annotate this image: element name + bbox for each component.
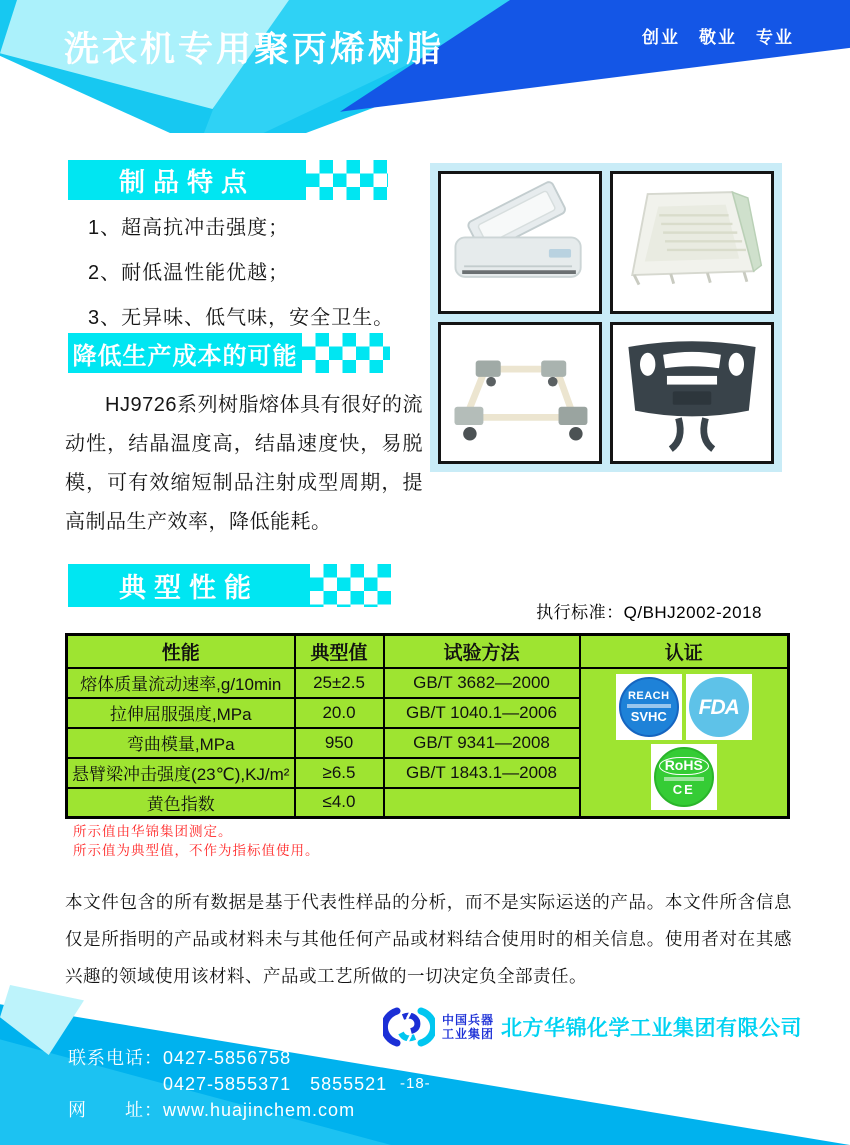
property-cell: 黄色指数 — [67, 788, 295, 818]
reach-badge-tile — [616, 674, 682, 740]
column-header-property: 性能 — [67, 635, 295, 668]
property-cell: 弯曲模量,MPa — [67, 728, 295, 758]
logo-org-text — [442, 1013, 494, 1041]
page-header — [0, 0, 850, 133]
column-header-method: 试验方法 — [384, 635, 580, 668]
performance-heading: 典型性能 — [68, 564, 310, 607]
method-cell: GB/T 9341—2008 — [384, 728, 580, 758]
measurement-notes — [73, 822, 320, 860]
property-cell: 拉伸屈服强度,MPa — [67, 698, 295, 728]
property-cell: 熔体质量流动速率,g/10min — [67, 668, 295, 698]
feature-item: 2、耐低温性能优越； — [88, 262, 290, 284]
reach-label: REACH — [627, 690, 670, 703]
note-line: 所示值为典型值，不作为指标值使用。 — [73, 843, 320, 858]
product-photo-refrigerator-drawer — [610, 171, 774, 314]
column-header-cert: 认证 — [580, 635, 789, 668]
features-list — [88, 206, 394, 341]
fda-icon: FDA — [689, 677, 749, 737]
property-cell: 悬臂梁冲击强度(23℃),KJ/m² — [67, 758, 295, 788]
rohs-label: RoHS — [659, 757, 709, 774]
checker-pattern — [306, 160, 388, 200]
column-header-value: 典型值 — [295, 635, 384, 668]
table-row — [67, 668, 789, 698]
disclaimer-paragraph: 本文件包含的所有数据是基于代表性样品的分析，而不是实际运送的产品。本文件所含信息仅是所指明的产品或材料未与其他任何产品或材料结合使用时的相关信息。使用者对在其感兴趣的领域使用该材料、产品或工艺所做的一切决定负全部责任。 — [65, 892, 792, 986]
company-logo-row — [383, 1003, 802, 1051]
checker-pattern — [310, 564, 391, 607]
certification-cell — [580, 668, 789, 818]
cost-paragraph: HJ9726系列树脂熔体具有很好的流动性，结晶温度高，结晶速度快，易脱模，可有效缩短制品注射成型周期，提高制品生产效率，降低能耗。 — [65, 394, 423, 533]
value-cell: ≥6.5 — [295, 758, 384, 788]
feature-item: 3、无异味、低气味，安全卫生。 — [88, 307, 395, 329]
product-photo-panel — [430, 163, 782, 472]
method-cell: GB/T 1843.1—2008 — [384, 758, 580, 788]
page-title: 洗衣机专用聚丙烯树脂 — [64, 30, 445, 69]
phone-line-2: 0427-5855371 5855521 — [163, 1074, 388, 1094]
method-cell: GB/T 3682—2000 — [384, 668, 580, 698]
features-section-banner — [68, 160, 388, 200]
value-cell: ≤4.0 — [295, 788, 384, 818]
ce-label: CE — [672, 781, 695, 797]
note-line: 所示值由华锦集团测定。 — [73, 824, 233, 839]
website-line: 网 址：www.huajinchem.com — [68, 1100, 356, 1120]
header-slogan: 创业 敬业 专业 — [642, 28, 794, 47]
value-cell: 950 — [295, 728, 384, 758]
svhc-label: SVHC — [630, 709, 667, 725]
page-number: -18- — [400, 1075, 431, 1092]
contact-info — [68, 1045, 387, 1123]
fda-badge-tile — [686, 674, 752, 740]
rohs-ce-icon — [654, 747, 714, 807]
product-photo-panel-frame — [610, 322, 774, 465]
cost-section-banner — [68, 333, 390, 373]
value-cell: 25±2.5 — [295, 668, 384, 698]
logo-org-line1: 中国兵器 — [442, 1013, 495, 1027]
method-cell — [384, 788, 580, 818]
checker-pattern — [302, 333, 390, 373]
air-conditioner-parts-image — [441, 174, 599, 311]
dark-panel-frame-image — [613, 325, 771, 462]
reach-svhc-icon — [619, 677, 679, 737]
refrigerator-drawer-image — [613, 174, 771, 311]
product-photo-air-conditioner-parts — [438, 171, 602, 314]
phone-line-1: 联系电话：0427-5856758 — [68, 1048, 292, 1068]
features-heading: 制品特点 — [68, 160, 306, 200]
performance-table — [65, 633, 790, 819]
cost-heading: 降低生产成本的可能 — [68, 333, 302, 373]
certification-badges — [583, 670, 786, 814]
logo-org-line2: 工业集团 — [442, 1027, 495, 1041]
company-name: 北方华锦化学工业集团有限公司 — [501, 1017, 803, 1040]
base-stand-image — [441, 325, 599, 462]
rohs-badge-tile — [651, 744, 717, 810]
table-header-row — [67, 635, 789, 668]
performance-section-banner — [68, 564, 391, 607]
value-cell: 20.0 — [295, 698, 384, 728]
norinco-logo-icon — [383, 1003, 435, 1051]
feature-item: 1、超高抗冲击强度； — [88, 217, 290, 239]
rohs-band — [664, 777, 704, 781]
page-footer — [0, 985, 850, 1145]
method-cell: GB/T 1040.1—2006 — [384, 698, 580, 728]
product-photo-base-stand — [438, 322, 602, 465]
reach-band — [627, 704, 671, 708]
standard-reference: 执行标准：Q/BHJ2002-2018 — [536, 603, 762, 622]
